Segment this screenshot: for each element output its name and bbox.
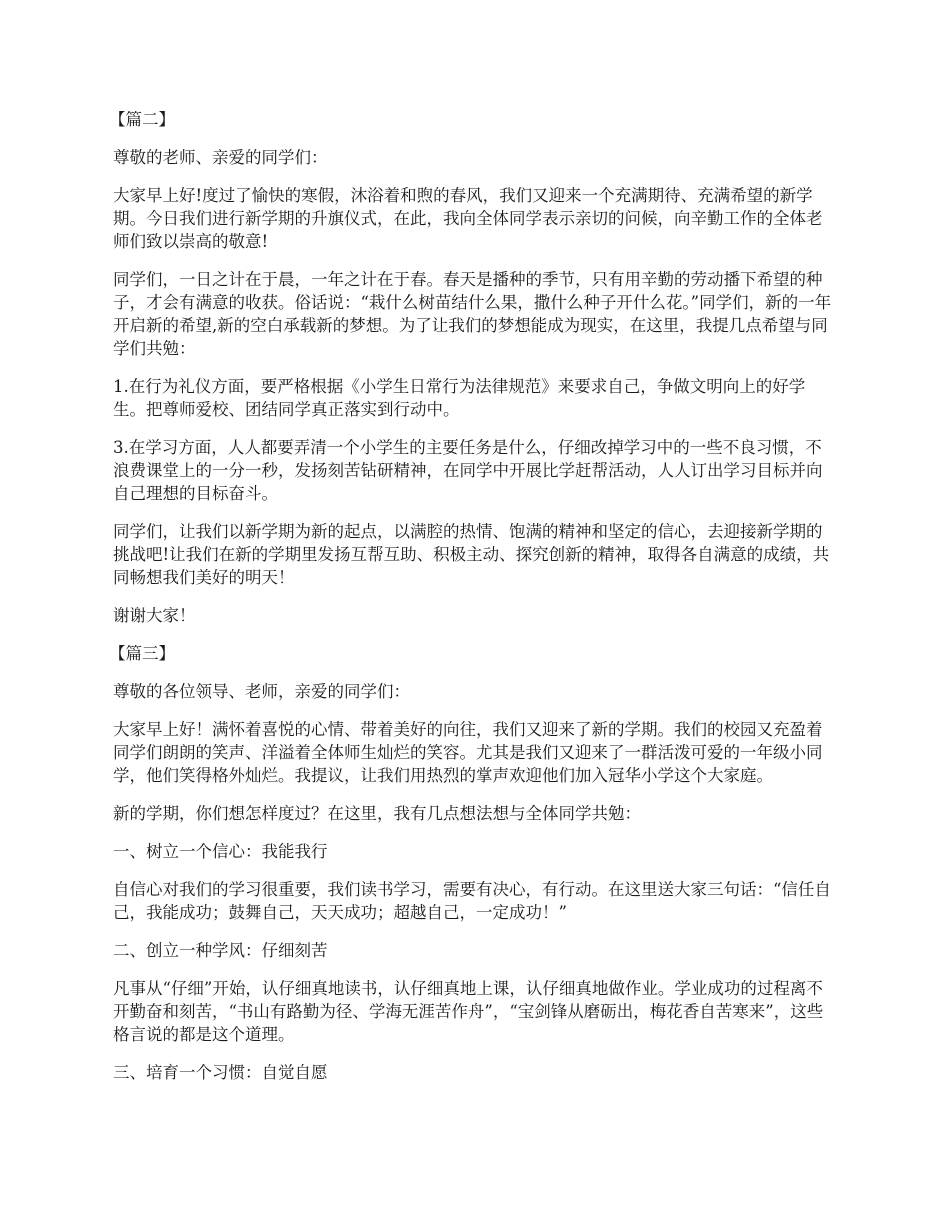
subheading: 三、培育一个习惯：自觉自愿 — [113, 1063, 328, 1082]
body-paragraph: 凡事从“仔细”开始，认仔细真地读书，认仔细真地上课，认仔细真地做作业。学业成功的过程离不开勤奋和刻苦，“书山有路勤为径、学海无涯苦作舟”，“宝剑锋从磨砺出，梅花香自苦寒来”，这些格言说的都是这个道理。 — [113, 979, 824, 1044]
body-paragraph: 同学们，让我们以新学期为新的起点，以满腔的热情、饱满的精神和坚定的信心，去迎接新学期的挑战吧!让我们在新的学期里发扬互帮互助、积极主动、探究创新的精神，取得各自满意的成绩，共同畅想我们美好的明天！ — [113, 522, 830, 587]
section-heading-3: 【篇三】 — [109, 644, 175, 663]
body-paragraph: 大家早上好！满怀着喜悦的心情、带着美好的向往，我们又迎来了新的学期。我们的校园又充盈着同学们朗朗的笑声、洋溢着全体师生灿烂的笑容。尤其是我们又迎来了一群活泼可爱的一年级小同学，他们笑得格外灿烂。我提议，让我们用热烈的掌声欢迎他们加入冠华小学这个大家庭。 — [113, 720, 823, 785]
document-page — [109, 108, 838, 1099]
body-paragraph: 新的学期，你们想怎样度过？在这里，我有几点想法想与全体同学共勉： — [113, 804, 641, 823]
subheading: 一、树立一个信心：我能我行 — [113, 842, 328, 861]
body-paragraph: 1.在行为礼仪方面，要严格根据《小学生日常行为法律规范》来要求自己，争做文明向上的好学生。把尊师爱校、团结同学真正落实到行动中。 — [113, 377, 806, 419]
subheading: 二、创立一种学风：仔细刻苦 — [113, 941, 328, 960]
section-heading-2: 【篇二】 — [109, 110, 175, 129]
body-paragraph: 3.在学习方面，人人都要弄清一个小学生的主要任务是什么，仔细改掉学习中的一些不良习惯，不浪费课堂上的一分一秒，发扬刻苦钻研精神，在同学中开展比学赶帮活动，人人订出学习目标并向自己理想的目标奋斗。 — [113, 438, 823, 503]
salutation: 尊敬的老师、亲爱的同学们： — [113, 148, 328, 167]
salutation: 尊敬的各位领导、老师，亲爱的同学们： — [113, 682, 410, 701]
body-paragraph: 大家早上好!度过了愉快的寒假，沐浴着和煦的春风，我们又迎来一个充满期待、充满希望的新学期。今日我们进行新学期的升旗仪式，在此，我向全体同学表示亲切的问候，向辛勤工作的全体老师们致以崇高的敬意! — [113, 186, 823, 251]
body-paragraph: 自信心对我们的学习很重要，我们读书学习，需要有决心，有行动。在这里送大家三句话：“信任自己，我能成功；鼓舞自己，天天成功；超越自己，一定成功！” — [113, 880, 831, 922]
closing-thanks: 谢谢大家！ — [113, 606, 196, 625]
body-paragraph: 同学们，一日之计在于晨，一年之计在于春。春天是播种的季节，只有用辛勤的劳动播下希望的种子，才会有满意的收获。俗话说：“栽什么树苗结什么果，撒什么种子开什么花。”同学们，新的一年开启新的希望,新的空白承载新的梦想。为了让我们的梦想能成为现实，在这里，我提几点希望与同学们共勉： — [113, 270, 832, 358]
